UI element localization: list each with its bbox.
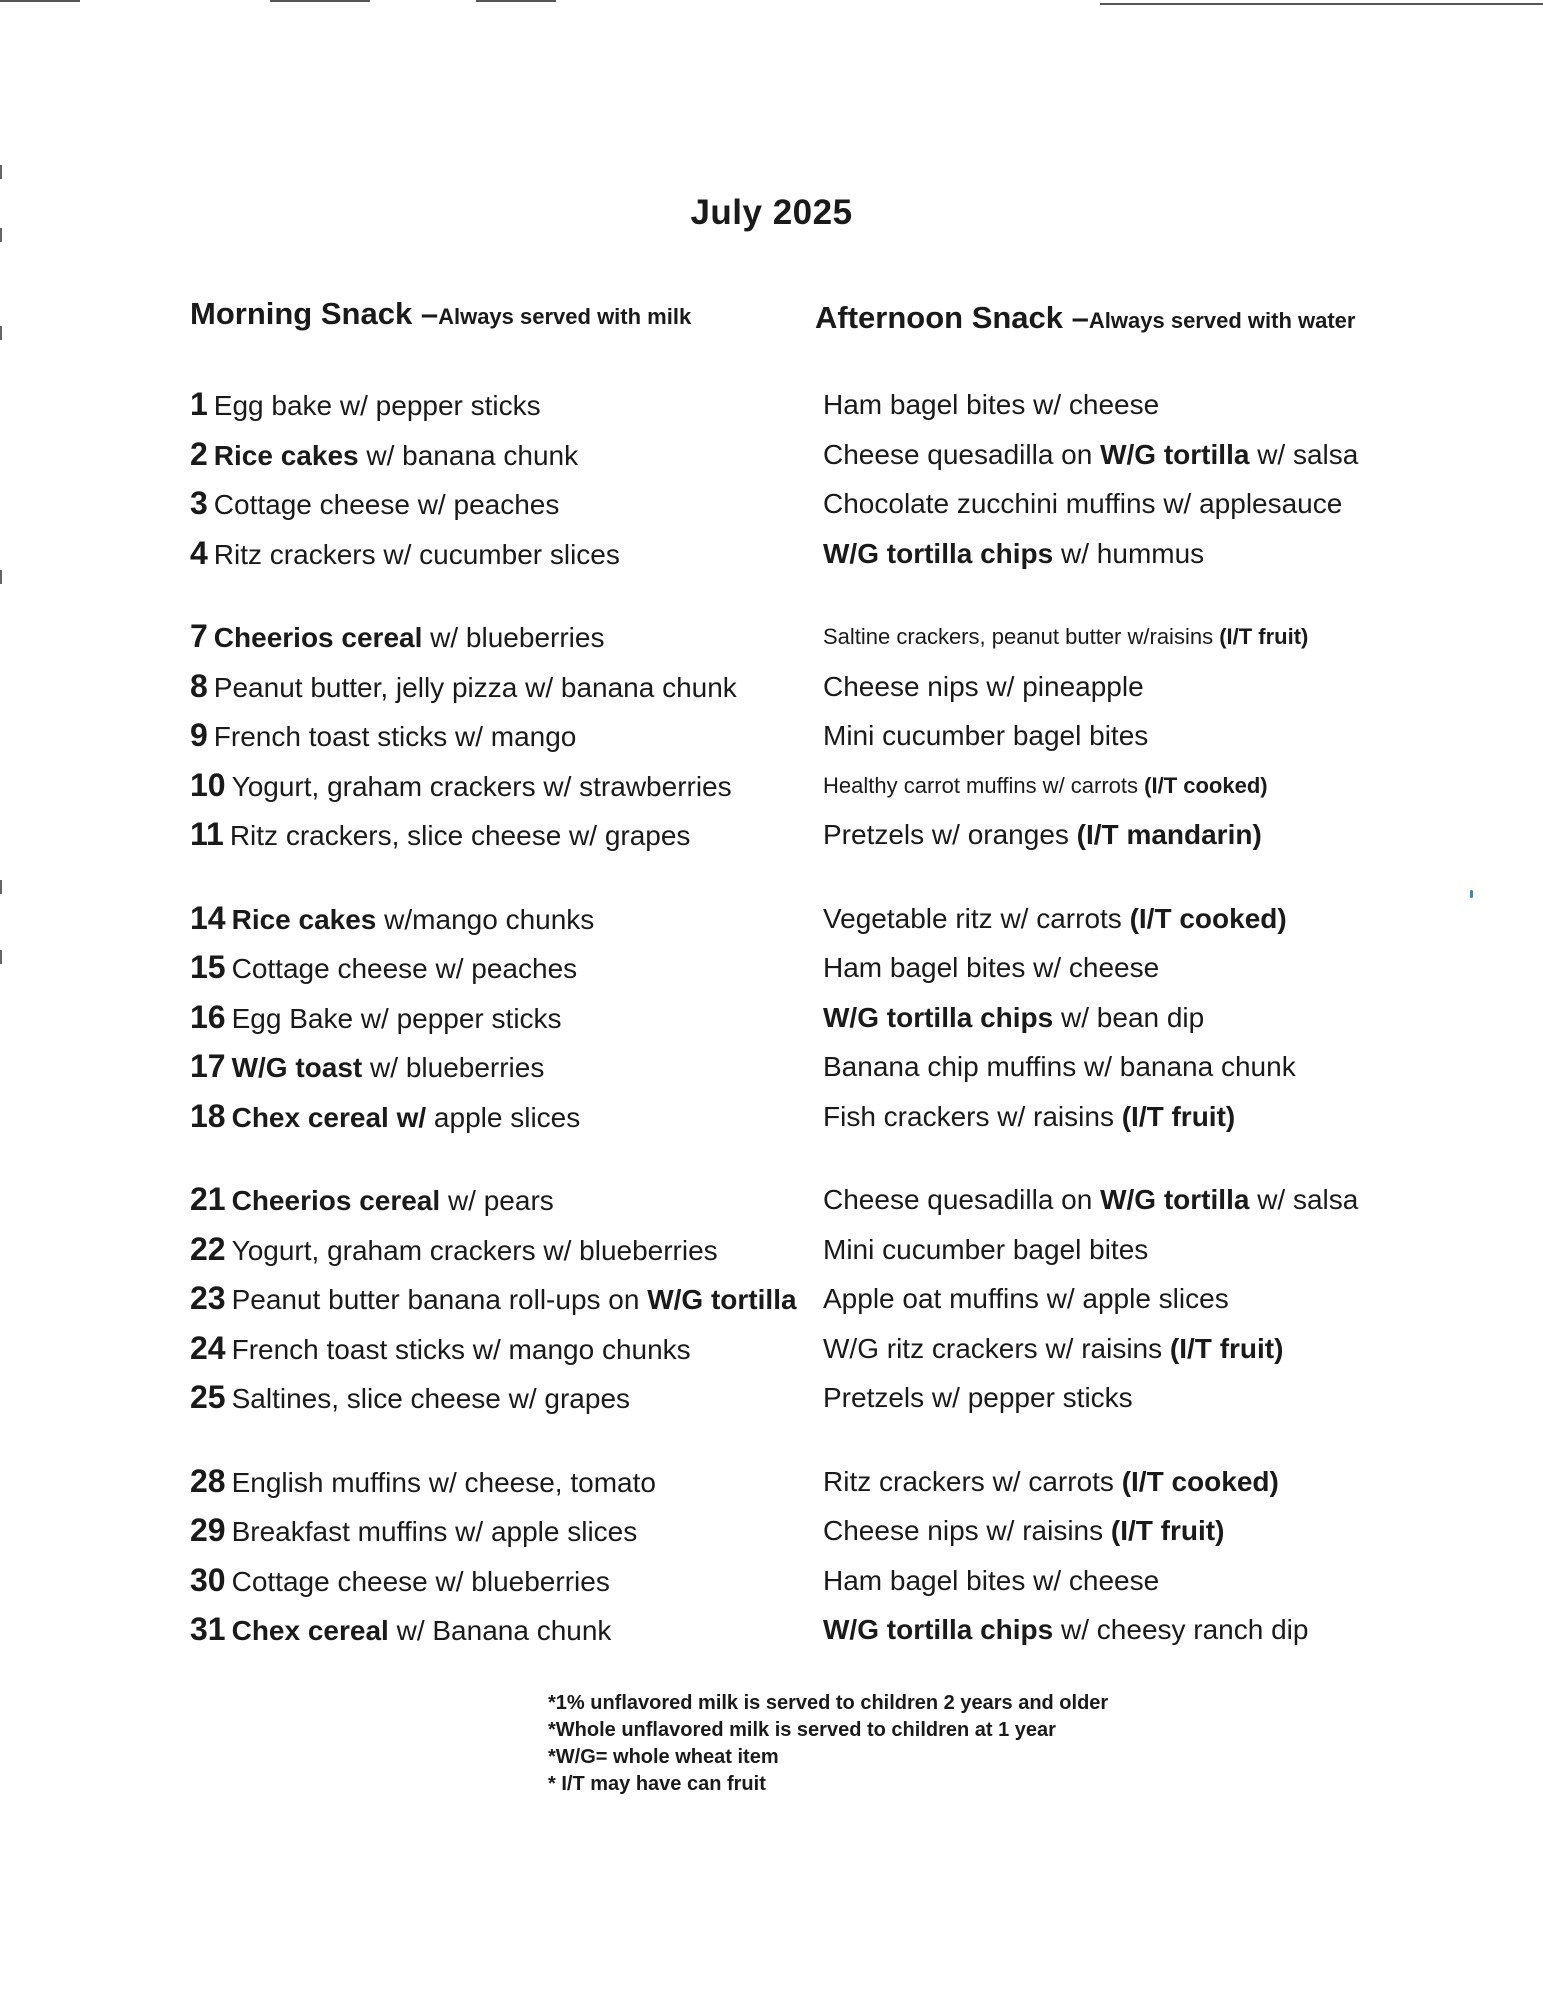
afternoon-snack-row [823,761,1358,811]
afternoon-heading-dash: – [1071,300,1089,335]
day-number: 31 [190,1611,226,1647]
snack-text-bold: Chex cereal w/ [231,1101,427,1133]
scan-edge-tick [0,950,2,964]
scan-edge-tick [0,326,2,340]
snack-text: w/ salsa [1249,1184,1359,1215]
snack-text: Pretzels w/ pepper sticks [823,1382,1133,1413]
footnote: *1% unflavored milk is served to children 2 years and older [548,1692,1109,1714]
day-number: 10 [190,766,226,803]
snack-text-bold: (I/T cooked) [1121,1465,1279,1497]
snack-text: Egg Bake w/ pepper sticks [231,1002,562,1034]
afternoon-snack-row [823,1175,1358,1225]
afternoon-snack-row [823,1324,1358,1374]
afternoon-snack-row [823,810,1358,860]
snack-text: French toast sticks w/ mango chunks [231,1333,691,1365]
footnotes [548,1690,1108,1798]
day-number: 21 [190,1181,226,1217]
afternoon-snack-row [823,1225,1358,1275]
afternoon-week-group [823,1457,1358,1655]
day-number: 7 [190,618,208,654]
snack-text: Pretzels w/ oranges [823,819,1077,850]
snack-text-bold: Cheerios cereal [231,1185,441,1216]
scan-edge-line [476,0,556,2]
snack-text: w/ banana chunk [358,439,579,471]
snack-text: Cheese nips w/ pineapple [823,670,1144,702]
morning-snack-row [190,1175,797,1225]
day-number: 3 [190,485,208,521]
afternoon-week-group [823,612,1358,860]
snack-text: w/ hummus [1053,537,1205,569]
scan-edge-line [0,0,80,2]
snack-text: w/ blueberries [362,1052,545,1083]
morning-snack-row [190,1605,797,1655]
snack-text: Mini cucumber bagel bites [823,720,1149,751]
snack-text-bold: W/G tortilla chips [823,1614,1054,1645]
snack-text: Peanut butter banana roll-ups on [231,1284,648,1315]
day-number: 9 [190,717,208,753]
afternoon-snack-row [823,1506,1358,1556]
snack-text-bold: Rice cakes [213,439,359,471]
snack-text-bold: Chex cereal [231,1615,389,1646]
afternoon-heading-note: Always served with water [1088,308,1356,333]
morning-week-group [190,612,797,860]
afternoon-snack-row [823,529,1358,579]
snack-text-bold: (I/T fruit) [1121,1100,1236,1132]
morning-snack-row [190,711,797,761]
morning-week-group [190,1457,797,1655]
snack-text: Apple oat muffins w/ apple slices [823,1283,1229,1314]
scan-speck [1470,890,1473,898]
snack-text: w/ Banana chunk [388,1615,612,1646]
afternoon-snack-row [823,1556,1358,1606]
snack-text-bold: W/G tortilla chips [823,1001,1054,1033]
snack-text-bold: Cheerios cereal [213,622,423,653]
scan-edge-tick [0,880,2,894]
day-number: 28 [190,1462,226,1499]
morning-snack-row [190,1092,797,1142]
snack-text: apple slices [426,1101,581,1133]
afternoon-snack-row [823,662,1358,712]
snack-text: Yogurt, graham crackers w/ strawberries [231,770,732,802]
morning-snack-row [190,430,797,480]
afternoon-heading-label: Afternoon Snack [815,300,1064,335]
morning-snack-row [190,612,797,662]
morning-week-group [190,1175,797,1423]
afternoon-snack-row [823,1092,1358,1142]
snack-text: Yogurt, graham crackers w/ blueberries [231,1234,718,1266]
day-number: 2 [190,435,208,472]
day-number: 18 [190,1097,226,1134]
snack-text-bold: W/G tortilla chips [823,537,1054,569]
afternoon-snack-row [823,1042,1358,1092]
snack-text: Egg bake w/ pepper sticks [213,390,541,421]
snack-text: Ham bagel bites w/ cheese [823,952,1160,983]
snack-text: Breakfast muffins w/ apple slices [231,1516,638,1547]
day-number: 24 [190,1329,226,1366]
afternoon-snack-row [823,479,1358,529]
morning-snack-row [190,993,797,1043]
morning-snack-row [190,1042,797,1092]
morning-snack-row [190,1225,797,1275]
snack-text-bold: W/G tortilla [647,1284,797,1315]
snack-text: English muffins w/ cheese, tomato [231,1466,656,1498]
day-number: 11 [190,816,224,852]
snack-text-bold: W/G tortilla [1100,438,1250,470]
scan-edge-tick [0,570,2,584]
snack-text-bold: (I/T fruit) [1169,1332,1284,1364]
day-number: 17 [190,1048,226,1084]
day-number: 25 [190,1379,226,1415]
scan-edge-line [1100,3,1543,5]
footnote: * I/T may have can fruit [548,1773,766,1795]
snack-text-bold: (I/T cooked) [1129,902,1287,934]
snack-text: Saltine crackers, peanut butter w/raisins [823,624,1220,649]
afternoon-snack-row [823,1373,1358,1423]
snack-text: Ham bagel bites w/ cheese [823,1564,1160,1596]
afternoon-snack-row [823,380,1358,430]
snack-text-bold: Rice cakes [231,903,377,935]
snack-text: Vegetable ritz w/ carrots [823,902,1130,934]
snack-text-bold: (I/T fruit) [1110,1515,1225,1546]
morning-week-group [190,894,797,1142]
morning-heading-label: Morning Snack [190,296,413,331]
snack-text: Cottage cheese w/ peaches [231,953,578,984]
snack-text: W/G ritz crackers w/ raisins [823,1332,1170,1364]
snack-text: Cottage cheese w/ blueberries [231,1565,610,1597]
snack-text: w/ salsa [1249,438,1359,470]
snack-text-bold: W/G tortilla [1100,1184,1250,1215]
footnote: *W/G= whole wheat item [548,1746,779,1768]
snack-text: Ritz crackers, slice cheese w/ grapes [229,820,691,851]
day-number: 14 [190,899,226,936]
day-number: 22 [190,1230,226,1267]
morning-snack-row [190,529,797,579]
morning-snack-row [190,761,797,811]
snack-text: French toast sticks w/ mango [213,721,577,752]
morning-snack-row [190,479,797,529]
snack-text-bold: (I/T fruit) [1219,624,1309,649]
snack-text: Mini cucumber bagel bites [823,1233,1149,1265]
morning-snack-row [190,943,797,993]
snack-text: Ritz crackers w/ carrots [823,1465,1122,1497]
morning-snack-row [190,1373,797,1423]
morning-snack-row [190,662,797,712]
snack-text-bold: (I/T mandarin) [1076,819,1262,850]
day-number: 1 [190,386,208,422]
day-number: 4 [190,534,208,571]
morning-snack-row [190,1274,797,1324]
snack-text: Ritz crackers w/ cucumber slices [213,538,620,570]
page-title: July 2025 [690,193,853,232]
afternoon-week-group [823,1175,1358,1423]
snack-text: Cheese quesadilla on [823,1184,1101,1215]
snack-text-bold: W/G toast [231,1052,363,1083]
day-number: 29 [190,1512,226,1548]
afternoon-snack-list [823,380,1358,1689]
day-number: 8 [190,667,208,704]
morning-snack-row [190,810,797,860]
snack-text: Fish crackers w/ raisins [823,1100,1122,1132]
afternoon-snack-row [823,711,1358,761]
morning-heading-dash: – [420,296,439,331]
snack-text: w/ blueberries [422,622,605,653]
afternoon-snack-heading [815,300,1355,336]
afternoon-snack-row [823,430,1358,480]
day-number: 15 [190,949,226,985]
afternoon-snack-row [823,1274,1358,1324]
afternoon-snack-row [823,993,1358,1043]
snack-text: w/mango chunks [376,903,595,935]
snack-text: w/ bean dip [1053,1001,1205,1033]
morning-snack-heading [190,296,691,332]
snack-text: w/ pears [440,1185,554,1216]
afternoon-snack-row [823,1457,1358,1507]
morning-snack-row [190,380,797,430]
afternoon-week-group [823,894,1358,1142]
snack-text: Cheese quesadilla on [823,438,1101,470]
day-number: 23 [190,1280,226,1316]
scan-edge-line [270,0,370,2]
afternoon-snack-row [823,612,1358,662]
scan-edge-tick [0,165,2,179]
snack-text: Banana chip muffins w/ banana chunk [823,1051,1296,1082]
day-number: 30 [190,1561,226,1598]
afternoon-snack-row [823,943,1358,993]
afternoon-week-group [823,380,1358,578]
morning-week-group [190,380,797,578]
snack-text: Peanut butter, jelly pizza w/ banana chunk [213,671,737,703]
snack-text: w/ cheesy ranch dip [1053,1614,1309,1645]
snack-text: Ham bagel bites w/ cheese [823,389,1160,420]
snack-text: Cheese nips w/ raisins [823,1515,1111,1546]
snack-text: Saltines, slice cheese w/ grapes [231,1383,631,1414]
morning-snack-row [190,894,797,944]
snack-text: Cottage cheese w/ peaches [213,489,560,520]
afternoon-snack-row [823,894,1358,944]
morning-snack-row [190,1324,797,1374]
snack-text: Healthy carrot muffins w/ carrots [823,772,1145,798]
morning-snack-row [190,1506,797,1556]
morning-snack-row [190,1457,797,1507]
afternoon-snack-row [823,1605,1358,1655]
footnote: *Whole unflavored milk is served to children at 1 year [548,1719,1056,1741]
morning-heading-note: Always served with milk [438,304,692,329]
day-number: 16 [190,998,226,1035]
morning-snack-list [190,380,797,1689]
snack-text: Chocolate zucchini muffins w/ applesauce [823,488,1343,519]
morning-snack-row [190,1556,797,1606]
snack-text-bold: (I/T cooked) [1144,772,1268,798]
